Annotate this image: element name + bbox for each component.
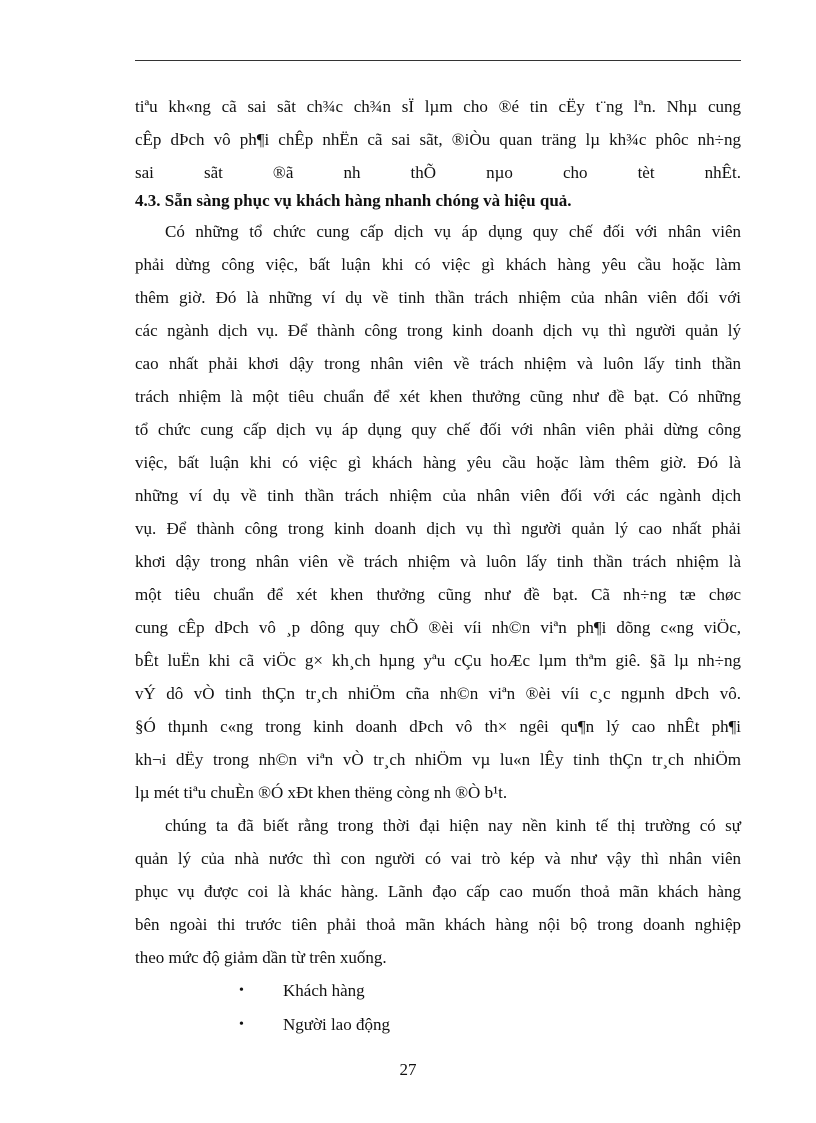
header-rule bbox=[135, 60, 741, 61]
text-line: bên ngoài thi trước tiên phải thoả mãn khách hàng nội bộ trong doanh nghiệp bbox=[135, 915, 741, 934]
list-item bbox=[135, 974, 741, 1008]
text-line: cung cÊp dÞch vô ¸p dông quy chÕ ®èi víi nh©n viªn ph¶i dõng c«ng viÖc, bbox=[135, 618, 741, 637]
text-line: một tiêu chuẩn để xét khen thưởng cũng như đề bạt. Cã nh÷ng tæ chøc bbox=[135, 585, 741, 604]
bullet-list bbox=[135, 974, 741, 1042]
list-item-label: Khách hàng bbox=[283, 981, 365, 1000]
list-item bbox=[135, 1008, 741, 1042]
text-line: những ví dụ về tinh thần trách nhiệm của nhân viên đối với các ngành dịch bbox=[135, 486, 741, 505]
text-line: chúng ta đã biết rằng trong thời đại hiện nay nền kinh tế thị trường có sự bbox=[165, 816, 741, 835]
text-line: Có những tổ chức cung cấp dịch vụ áp dụng quy chế đối với nhân viên bbox=[165, 222, 741, 241]
text-line: bÊt luËn khi cã viÖc g× kh¸ch hµng yªu cÇu hoÆc lµm thªm giê. §ã lµ nh÷ng bbox=[135, 651, 741, 670]
text-line: trách nhiệm là một tiêu chuẩn để xét khen thưởng cũng như đề bạt. Có những bbox=[135, 387, 741, 406]
text-line: phục vụ được coi là khác hàng. Lãnh đạo cấp cao muốn thoả mãn khách hàng bbox=[135, 882, 741, 901]
text-line: các ngành dịch vụ. Để thành công trong kinh doanh dịch vụ thì người quản lý bbox=[135, 321, 741, 340]
text-line: vụ. Để thành công trong kinh doanh dịch vụ thì người quản lý cao nhất phải bbox=[135, 519, 741, 538]
list-item-label: Người lao động bbox=[283, 1015, 390, 1034]
text-line: cao nhất phải khơi dậy trong nhân viên về trách nhiệm và luôn lấy tinh thần bbox=[135, 354, 741, 373]
text-line: theo mức độ giảm dần từ trên xuống. bbox=[135, 948, 387, 967]
text-line: quản lý của nhà nước thì con người có vai trò kép và như vậy thì nhân viên bbox=[135, 849, 741, 868]
text-line: thêm giờ. Đó là những ví dụ về tinh thần trách nhiệm của nhân viên đối với bbox=[135, 288, 741, 307]
main-paragraph bbox=[135, 215, 741, 809]
intro-paragraph bbox=[135, 90, 741, 189]
text-line: §Ó thµnh c«ng trong kinh doanh dÞch vô th× ngêi qu¶n lý cao nhÊt ph¶i bbox=[135, 717, 741, 736]
text-line: vÝ dô vÒ tinh thÇn tr¸ch nhiÖm cña nh©n viªn ®èi víi c¸c ngµnh dÞch vô. bbox=[135, 684, 741, 703]
customers-paragraph bbox=[135, 809, 741, 974]
section-heading: 4.3. Sẵn sàng phục vụ khách hàng nhanh chóng và hiệu quả. bbox=[135, 191, 572, 210]
text-line: việc, bất luận khi có việc gì khách hàng yêu cầu hoặc làm thêm giờ. Đó là bbox=[135, 453, 741, 472]
text-line: phải dừng công việc, bất luận khi có việc gì khách hàng yêu cầu hoặc làm bbox=[135, 255, 741, 274]
bullet-icon: • bbox=[239, 983, 244, 998]
page-body bbox=[135, 90, 741, 1042]
text-line: kh¬i dËy trong nh©n viªn vÒ tr¸ch nhiÖm vµ lu«n lÊy tinh thÇn tr¸ch nhiÖm bbox=[135, 750, 741, 769]
text-line: tổ chức cung cấp dịch vụ áp dụng quy chế đối với nhân viên phải dừng công bbox=[135, 420, 741, 439]
bullet-icon: • bbox=[239, 1017, 244, 1032]
text-line: khơi dậy trong nhân viên về trách nhiệm và luôn lấy tinh thần trách nhiệm là bbox=[135, 552, 741, 571]
page-number: 27 bbox=[399, 1060, 417, 1079]
text-line: lµ mét tiªu chuÈn ®Ó xÐt khen thëng còng nh ®Ò b¹t. bbox=[135, 783, 508, 802]
text-line: cÊp dÞch vô ph¶i chÊp nhËn cã sai sãt, ®iÒu quan träng lµ kh¾c phôc nh÷ng bbox=[135, 130, 741, 149]
text-line: tiªu kh«ng cã sai sãt ch¾c ch¾n sÏ lµm cho ®é tin cËy t¨ng lªn. Nhµ cung bbox=[135, 97, 741, 116]
text-line: sai sãt ®ã nh thÕ nµo cho tèt nhÊt. bbox=[135, 163, 741, 182]
